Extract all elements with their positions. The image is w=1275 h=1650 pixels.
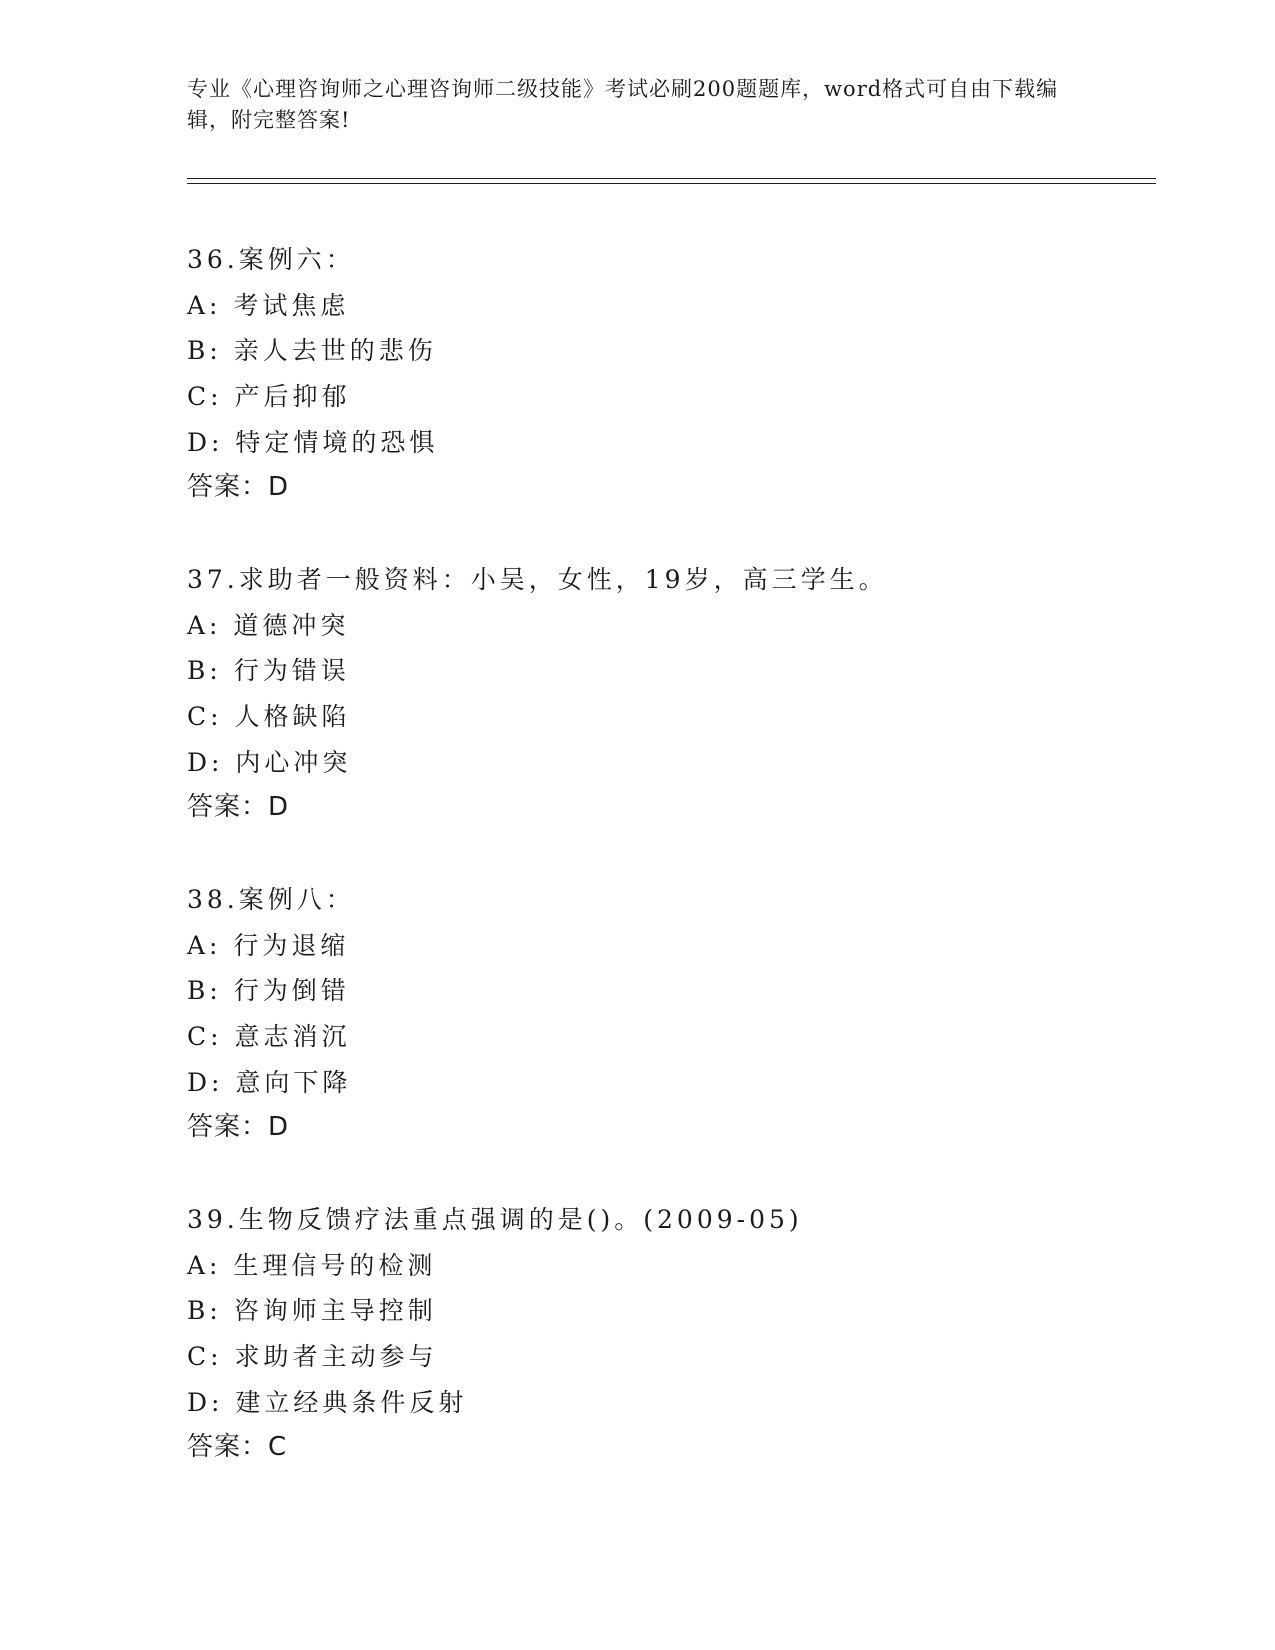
option-c: C: 人格缺陷 — [187, 702, 351, 732]
option-a: A: 行为退缩 — [187, 930, 350, 960]
question-item — [187, 557, 1147, 877]
option-d: D: 特定情境的恐惧 — [187, 427, 439, 457]
option-b: B: 亲人去世的悲伤 — [187, 336, 437, 366]
question-item — [187, 877, 1147, 1197]
option-d: D: 建立经典条件反射 — [187, 1387, 468, 1417]
question-item — [187, 237, 1147, 557]
header-divider — [187, 178, 1156, 184]
option-a: A: 考试焦虑 — [187, 290, 350, 320]
option-b: B: 行为倒错 — [187, 976, 350, 1006]
question-stem: 39.生物反馈疗法重点强调的是()。(2009-05) — [187, 1205, 803, 1234]
option-a: A: 生理信号的检测 — [187, 1250, 437, 1280]
option-d: D: 内心冲突 — [187, 747, 352, 777]
question-stem: 37.求助者一般资料：小吴，女性，19岁，高三学生。 — [187, 565, 888, 594]
question-item — [187, 1197, 1147, 1517]
option-b: B: 咨询师主导控制 — [187, 1296, 437, 1326]
answer-label: 答案：D — [187, 1112, 290, 1143]
answer-label: 答案：C — [187, 1432, 288, 1463]
option-a: A: 道德冲突 — [187, 610, 350, 640]
option-c: C: 求助者主动参与 — [187, 1342, 438, 1372]
answer-label: 答案：D — [187, 472, 290, 503]
question-list — [187, 237, 1147, 1517]
question-stem: 36.案例六： — [187, 245, 355, 274]
question-stem: 38.案例八： — [187, 885, 355, 914]
option-d: D: 意向下降 — [187, 1067, 352, 1097]
option-c: C: 意志消沉 — [187, 1022, 351, 1052]
answer-label: 答案：D — [187, 792, 290, 823]
document-header: 专业《心理咨询师之心理咨询师二级技能》考试必刷200题题库，word格式可自由下载编辑，附完整答案! — [187, 77, 1059, 132]
option-c: C: 产后抑郁 — [187, 382, 351, 412]
option-b: B: 行为错误 — [187, 656, 350, 686]
